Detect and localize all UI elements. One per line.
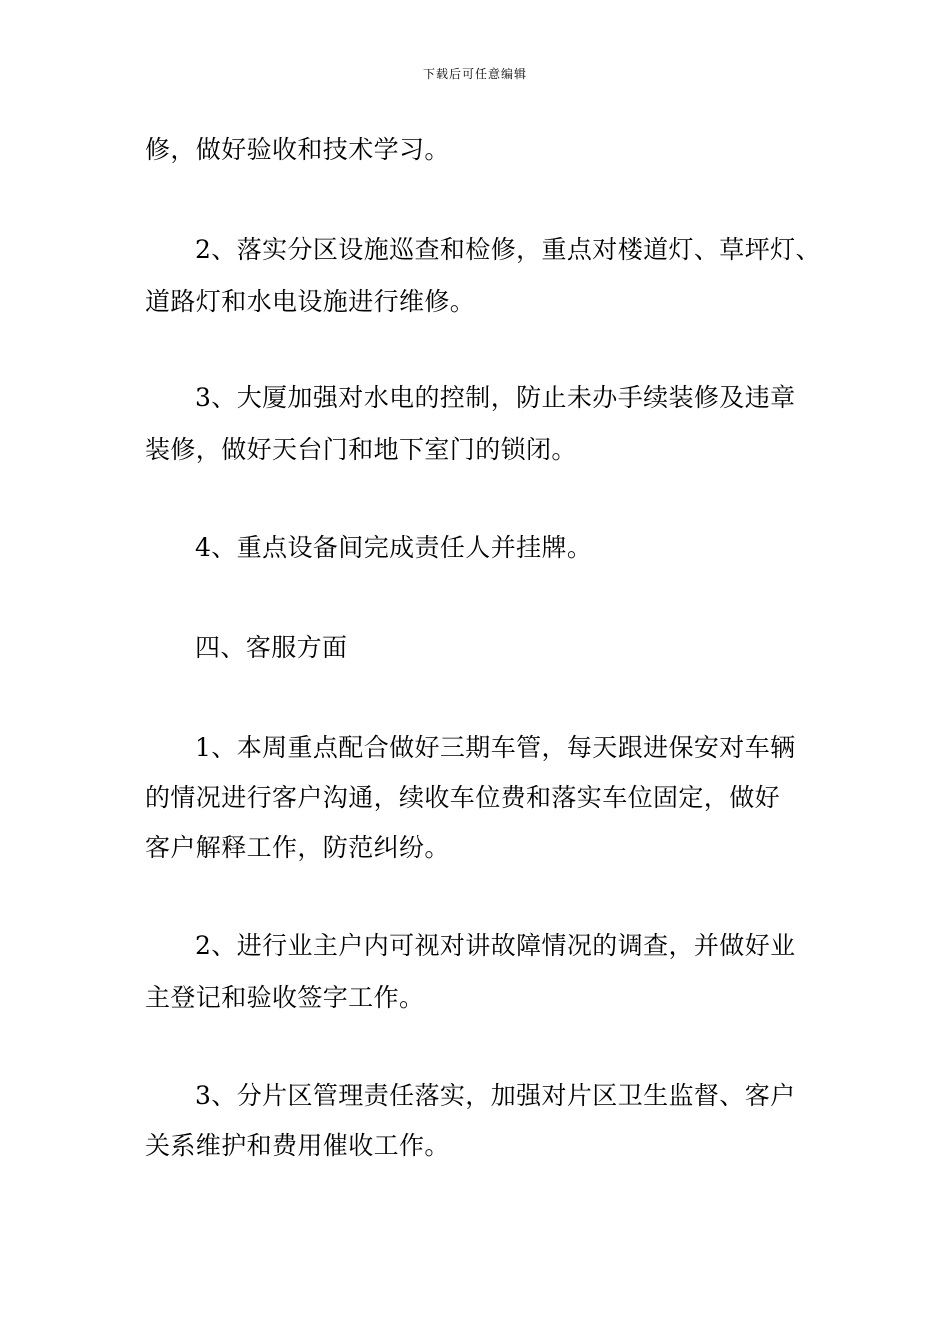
body-line: 主登记和验收签字工作。 bbox=[145, 983, 425, 1012]
body-line: 的情况进行客户沟通，续收车位费和落实车位固定，做好 bbox=[145, 783, 781, 812]
body-line: 3、大厦加强对水电的控制，防止未办手续装修及违章 bbox=[195, 383, 796, 412]
body-line: 2、落实分区设施巡查和检修，重点对楼道灯、草坪灯、 bbox=[195, 235, 821, 264]
body-line: 修，做好验收和技术学习。 bbox=[145, 135, 450, 164]
body-line: 3、分片区管理责任落实，加强对片区卫生监督、客户 bbox=[195, 1081, 796, 1110]
body-line: 2、进行业主户内可视对讲故障情况的调查，并做好业 bbox=[195, 931, 796, 960]
body-line: 道路灯和水电设施进行维修。 bbox=[145, 287, 476, 316]
body-line: 1、本周重点配合做好三期车管，每天跟进保安对车辆 bbox=[195, 733, 796, 762]
body-line: 4、重点设备间完成责任人并挂牌。 bbox=[195, 533, 593, 562]
body-line: 关系维护和费用催收工作。 bbox=[145, 1131, 450, 1160]
section-heading: 四、客服方面 bbox=[195, 633, 348, 662]
page-header: 下载后可任意编辑 bbox=[422, 67, 527, 81]
body-line: 客户解释工作，防范纠纷。 bbox=[145, 833, 450, 862]
body-line: 装修，做好天台门和地下室门的锁闭。 bbox=[145, 435, 577, 464]
